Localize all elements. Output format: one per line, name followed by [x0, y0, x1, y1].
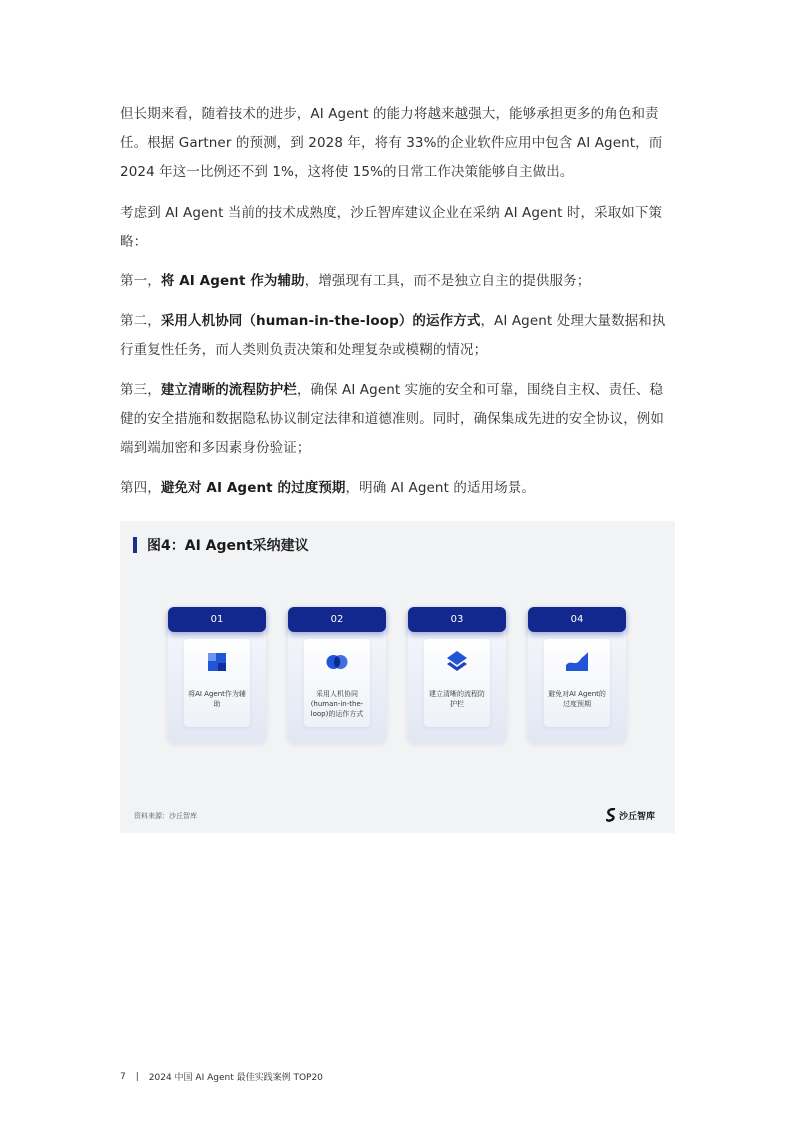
- card-body: [184, 639, 250, 727]
- paragraph-recommendation-intro: 考虑到 AI Agent 当前的技术成熟度，沙丘智库建议企业在采纳 AI Agent 时，采取如下策略：: [120, 205, 663, 250]
- point-3-prefix: 第三，: [120, 382, 161, 398]
- card-number: 04: [528, 607, 626, 632]
- card-label: 采用人机协同(human-in-the-loop)的运作方式: [310, 690, 364, 718]
- figure-source: 资料来源：沙丘智库: [134, 812, 197, 820]
- card-body: [424, 639, 490, 727]
- recommendation-card-2: [288, 607, 386, 742]
- card-label: 将AI Agent作为辅助: [188, 690, 246, 708]
- point-2-text: ，AI Agent 处理大量数据和执行重复性任务，而人类则负责决策和处理复杂或模糊的情况；: [120, 313, 666, 358]
- point-4-prefix: 第四，: [120, 480, 161, 496]
- paragraph-point-2: [120, 307, 676, 365]
- paragraph-point-3: [120, 376, 676, 463]
- recommendation-card-1: [168, 607, 266, 742]
- point-4-bold: 避免对 AI Agent 的过度预期: [160, 480, 346, 496]
- card-label: 避免对AI Agent的过度预期: [548, 690, 606, 708]
- card-number: 03: [408, 607, 506, 632]
- paragraph-point-1: [120, 267, 676, 296]
- point-3-bold: 建立清晰的流程防护栏: [160, 382, 297, 398]
- point-3-text: ，确保 AI Agent 实施的安全和可靠，围绕自主权、责任、稳健的安全措施和数据隐私协议制定法律和道德准则。同时，确保集成先进的安全协议，例如端到端加密和多因素身份验证；: [120, 382, 664, 456]
- paragraph-point-4: [120, 474, 676, 503]
- recommendation-card-4: [528, 607, 626, 742]
- sandhill-logo-icon: [606, 808, 616, 822]
- card-number: 01: [168, 607, 266, 632]
- card-label: 建立清晰的流程防护栏: [429, 690, 485, 708]
- point-2-bold: 采用人机协同（human-in-the-loop）的运作方式: [160, 313, 481, 329]
- page-footer: [120, 1070, 323, 1083]
- paragraph-gartner-forecast: 但长期来看，随着技术的进步，AI Agent 的能力将越来越强大，能够承担更多的角色和责任。根据 Gartner 的预测，到 2028 年，将有 33%的企业软件应用中包含 AI Agent，而 2024 年这一比例还不到 1%，这将使 15%的日常工作决策能够自主做出。: [120, 106, 663, 180]
- card-body: [544, 639, 610, 727]
- page-number: 7: [120, 1071, 126, 1082]
- point-2-prefix: 第二，: [120, 313, 161, 329]
- square-blocks-icon: [204, 649, 230, 675]
- point-1-text: ，增强现有工具，而不是独立自主的提供服务；: [304, 273, 591, 289]
- brand-logo: [606, 807, 655, 823]
- report-title: 2024 中国 AI Agent 最佳实践案例 TOP20: [148, 1073, 323, 1083]
- card-body: [304, 639, 370, 727]
- overlapping-circles-icon: [324, 649, 350, 675]
- layers-icon: [444, 649, 470, 675]
- figure-title-bar: [133, 537, 137, 553]
- card-number: 02: [288, 607, 386, 632]
- point-1-prefix: 第一，: [120, 273, 161, 289]
- footer-separator: |: [135, 1071, 139, 1082]
- recommendation-card-3: [408, 607, 506, 742]
- logo-text: 沙丘智库: [619, 811, 656, 822]
- figure-title: 图4：AI Agent采纳建议: [147, 538, 309, 554]
- area-wave-icon: [564, 649, 590, 675]
- figure-ai-agent-adoption: [120, 521, 675, 833]
- point-4-text: ，明确 AI Agent 的适用场景。: [345, 480, 535, 496]
- point-1-bold: 将 AI Agent 作为辅助: [160, 273, 305, 289]
